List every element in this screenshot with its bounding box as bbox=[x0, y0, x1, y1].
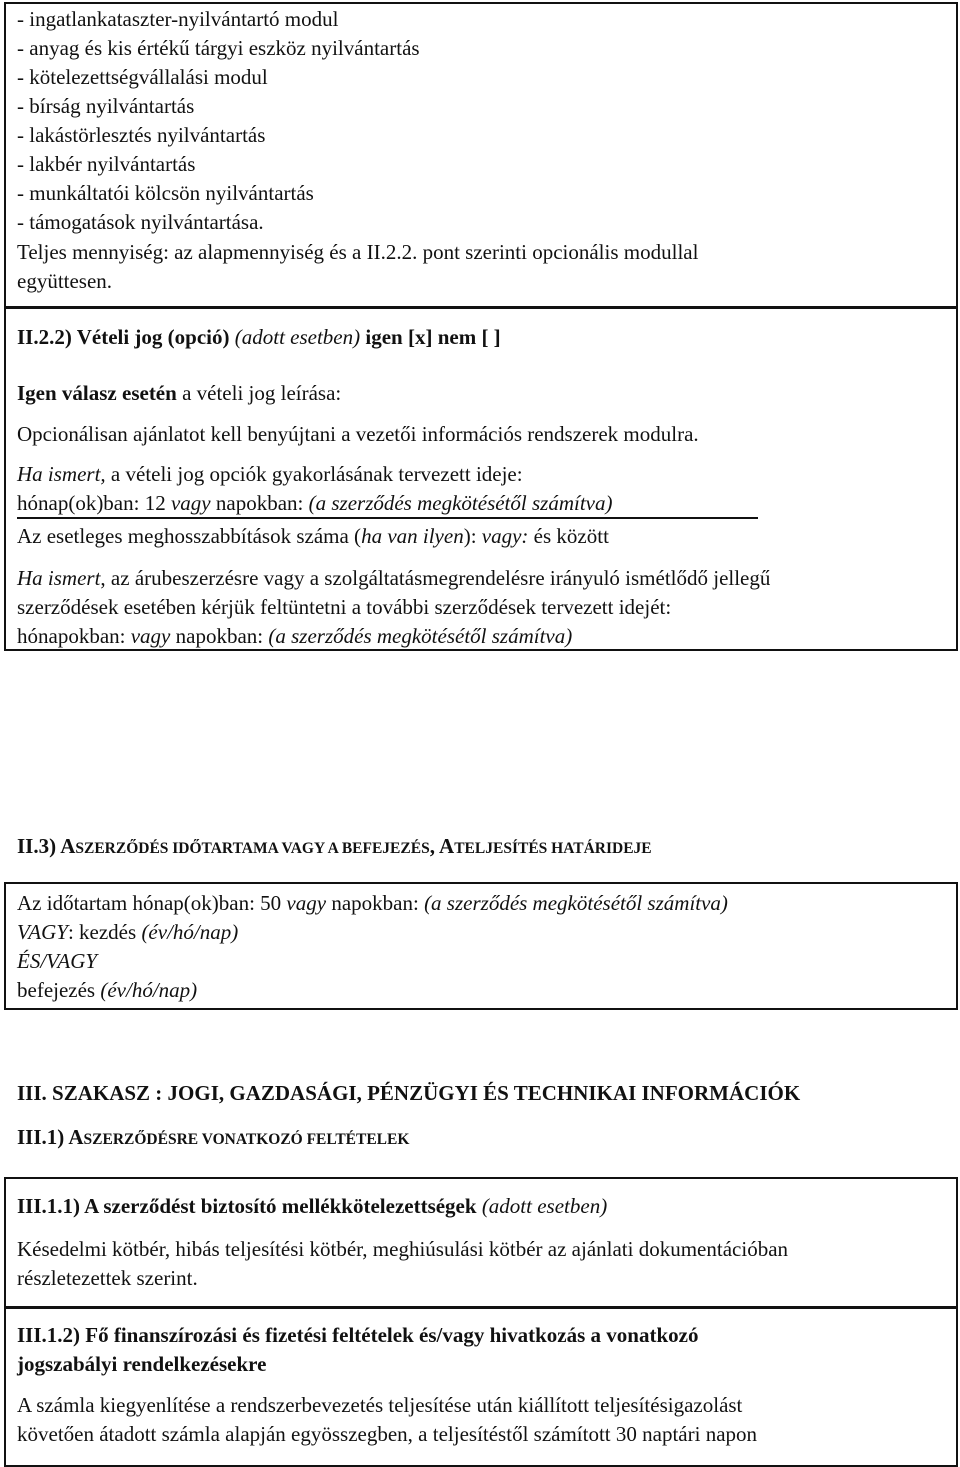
duration-line1 bbox=[17, 890, 728, 916]
option-recur-a: hónapokban: bbox=[17, 624, 126, 648]
duration-line2-b: : kezdés bbox=[67, 920, 137, 944]
option-desc-text: Opcionálisan ajánlatot kell benyújtani a vezetői információs rendszerek modulra. bbox=[17, 422, 699, 446]
option-months-b: napokban: bbox=[215, 491, 304, 515]
duration-line1-note: (a szerződés megkötésétől számítva) bbox=[424, 891, 728, 915]
option-known-rest: a vételi jog opciók gyakorlásának tervezett ideje: bbox=[110, 462, 523, 486]
option-recur-line3 bbox=[17, 623, 572, 649]
module-item: - bírság nyilvántartás bbox=[17, 94, 195, 118]
option-desc-rest: a vételi jog leírása: bbox=[182, 381, 342, 405]
guarantees-heading-italic: (adott esetben) bbox=[481, 1194, 608, 1218]
module-item: - ingatlankataszter-nyilvántartó modul bbox=[17, 7, 339, 31]
module-item: - támogatások nyilvántartása. bbox=[17, 210, 264, 234]
section-ii3-sc-a: SZERZŐDÉS IDŐTARTAMA VAGY A BEFEJEZÉS bbox=[75, 840, 430, 857]
option-known-italic: Ha ismert, bbox=[17, 462, 106, 486]
guarantees-text: Késedelmi kötbér, hibás teljesítési kötbér, meghiúsulási kötbér az ajánlati dokumentációban bbox=[17, 1237, 789, 1261]
option-months-or: vagy bbox=[170, 491, 211, 515]
duration-line4 bbox=[17, 977, 197, 1003]
option-recur-b: napokban: bbox=[175, 624, 264, 648]
section-ii3-cap-a: A bbox=[60, 834, 76, 858]
option-recur-line bbox=[17, 565, 770, 591]
option-recur-line2: szerződések esetében kérjük feltüntetni a további szerződések tervezett idejét: bbox=[17, 595, 672, 619]
section-ii3-heading bbox=[17, 833, 652, 862]
section-iii1-heading bbox=[17, 1124, 409, 1153]
duration-line2-a: VAGY bbox=[17, 920, 68, 944]
option-months-line bbox=[17, 490, 612, 516]
duration-line1-or: vagy bbox=[286, 891, 327, 915]
option-recur-note: (a szerződés megkötésétől számítva) bbox=[268, 624, 573, 648]
section-ii3-num: II.3) bbox=[17, 834, 57, 858]
option-recur-rest: , az árubeszerzésre vagy a szolgáltatásmegrendelésre irányuló ismétlődő jellegű bbox=[100, 566, 771, 590]
option-choice: igen [x] nem [ ] bbox=[365, 325, 501, 349]
option-heading-note: (adott esetben) bbox=[234, 325, 361, 349]
financing-heading: III.1.2) Fő finanszírozási és fizetési feltételek és/vagy hivatkozás a vonatkozó bbox=[17, 1323, 699, 1347]
duration-line1-a: Az időtartam hónap(ok)ban: 50 bbox=[17, 891, 282, 915]
guarantees-heading bbox=[17, 1193, 607, 1219]
option-recur-italic: Ha ismert bbox=[17, 566, 101, 590]
option-known-line bbox=[17, 461, 523, 487]
option-ext-c: és között bbox=[533, 524, 609, 548]
duration-line3: ÉS/VAGY bbox=[17, 949, 98, 973]
duration-line4-a: befejezés bbox=[17, 978, 96, 1002]
duration-line2-note: (év/hó/nap) bbox=[141, 920, 239, 944]
section-iii-title: III. SZAKASZ : JOGI, GAZDASÁGI, PÉNZÜGYI ÉS TECHNIKAI INFORMÁCIÓK bbox=[17, 1081, 801, 1105]
module-item: - kötelezettségvállalási modul bbox=[17, 65, 268, 89]
section-ii3-cap-b: A bbox=[439, 834, 455, 858]
option-ext-italic: ha van ilyen bbox=[361, 524, 464, 548]
module-item: - anyag és kis értékű tárgyi eszköz nyilvántartás bbox=[17, 36, 420, 60]
section-iii1-num: III.1) bbox=[17, 1125, 65, 1149]
option-months-a: hónap(ok)ban: 12 bbox=[17, 491, 166, 515]
module-item: - munkáltatói kölcsön nyilvántartás bbox=[17, 181, 314, 205]
option-ext-b: ): bbox=[463, 524, 477, 548]
financing-text: A számla kiegyenlítése a rendszerbevezetés teljesítése után kiállított teljesítésigazolást bbox=[17, 1393, 743, 1417]
duration-line1-b: napokban: bbox=[331, 891, 419, 915]
guarantees-heading-bold: III.1.1) A szerződést biztosító mellékkötelezettségek bbox=[17, 1194, 477, 1218]
total-quantity-text-cont: együttesen. bbox=[17, 269, 113, 293]
financing-text-cont: követően átadott számla alapján egyösszegben, a teljesítéstől számított 30 naptári napon bbox=[17, 1422, 758, 1446]
option-desc-bold: Igen válasz esetén bbox=[17, 381, 177, 405]
section-iii1-cap: A bbox=[68, 1125, 84, 1149]
guarantees-text-cont: részletezettek szerint. bbox=[17, 1266, 198, 1290]
financing-heading-cont: jogszabályi rendelkezésekre bbox=[17, 1352, 267, 1376]
option-ext-or: vagy: bbox=[481, 524, 529, 548]
duration-line2 bbox=[17, 919, 238, 945]
duration-line4-note: (év/hó/nap) bbox=[100, 978, 198, 1002]
option-desc-label bbox=[17, 380, 341, 406]
option-months-note: (a szerződés megkötésétől számítva) bbox=[308, 491, 613, 515]
section-ii3-comma: , bbox=[429, 834, 435, 858]
option-divider bbox=[17, 517, 758, 519]
option-heading bbox=[17, 324, 501, 350]
section-ii3-sc-b: TELJESÍTÉS HATÁRIDEJE bbox=[454, 840, 652, 857]
option-extension-line bbox=[17, 523, 609, 549]
option-heading-title: II.2.2) Vételi jog (opció) bbox=[17, 325, 230, 349]
option-recur-or: vagy bbox=[130, 624, 171, 648]
module-item: - lakbér nyilvántartás bbox=[17, 152, 196, 176]
section-iii1-sc: SZERZŐDÉSRE VONATKOZÓ FELTÉTELEK bbox=[83, 1131, 410, 1148]
module-item: - lakástörlesztés nyilvántartás bbox=[17, 123, 266, 147]
total-quantity-text: Teljes mennyiség: az alapmennyiség és a II.2.2. pont szerinti opcionális modullal bbox=[17, 240, 699, 264]
option-ext-a: Az esetleges meghosszabbítások száma ( bbox=[17, 524, 362, 548]
